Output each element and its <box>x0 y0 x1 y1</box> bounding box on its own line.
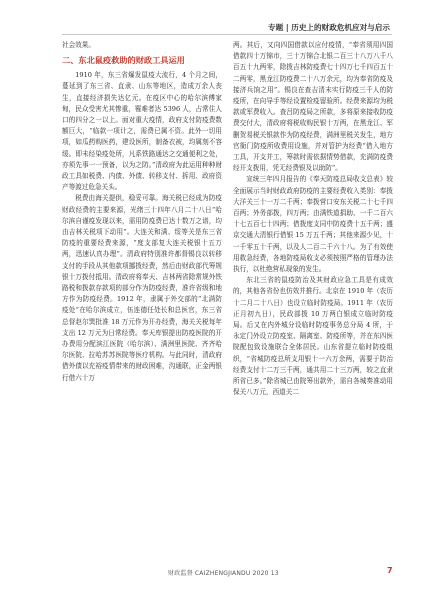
page-number: 7 <box>387 566 393 575</box>
footer-journal: 财政监督 CAIZHENGJIANDU 2020 13 <box>168 570 279 577</box>
body-paragraph: 东北三省的鼠疫防治及其财政应急工具是有成效的，其他各省份也仿效并推行。北京在 1910 年（农历十二月二十八日）也设立临时防疫局。1911 年（农历正月初九日），民政部拨 10 万两白银成立临时防疫局。后又在内外城分设临时防疫事务总分局 4 所，于永定门外设立防疫室、隔离室、防疫所等，并在东四医院配包致设施联合全体居民。山东省提立临时防疫组织，“省城防疫总所支用银十一六万余两，需要于防治经费支付十二万三千两，通共用二十三万两，较之直隶所省已多。”除省城已由院筹出款外，需自各城奏准动用保关八万元，西道关二 <box>233 276 393 397</box>
body-paragraph: 两。其后，又向四国借款以应付疫情，“奉省须用四国借款四十万锦市，三十万锦合北银二百三十八万八千八百五十九两零，除拨吉林防疫费七十四万七千四百五十二两零，黑龙江防疫费二十八万余元，均为奉省防疫及接济兵饷之用”。锡良在查吉清末实行防疫三千人的防疫所，在向导手等经设置检疫留验所。经费来源均为税款或军费收入。查吕防疫局之所款，多将原来接收防疫费交付大，清政府将税收购民银十万两，在黑龙江、军删贺易税关银款作为防疫经费，满洲里税关发生，地方官衙门防疫所收费用设施，并对管护为经费“借入地方工具，开支并工，筹款时需依据情势借款，充满防疫费经开支拨用，凭无经费银及以助防”。 <box>233 41 393 173</box>
body-paragraph: 1910 年，东三省爆发鼠疫大流行，4 个月之间，蔓延到了东三省、直隶、山东等地区，造成万余人丧生，直接经济损失达亿元。在疫区中心的哈尔滨傅家甸，民众受害尤其惨重，罹难者达 5396 人，占常住人口的四分之一以上。面对重大疫情，政府支付防疫费数额巨大，“临款一项计之，需费已属不资。此外一切用项，如瓜药购医药，建设医所，制备衣被，均属刻不容缓。即未经染疫处所，凡系铁路通达之交通便利之处，亦须先事一一预备，以为之防。”清政府为此运用种种财政工具如税费、内债、外债、转移支付、拆用、政府资产等渡过危急关头。 <box>62 71 222 192</box>
header-divider <box>62 34 392 35</box>
intro-line: 社会效果。 <box>62 41 95 49</box>
section-title: 专题 | 历史上的财政危机应对与启示 <box>268 23 390 32</box>
body-paragraph: 税费由海关提供，稳妥可靠。海关税已经成为防疫财政经费的主要来源，光绪三十四年八月二十八日“哈尔滨自谨疫发现以来，需用防疫费已达十数万之谱，均由吉林关税项下动用”。大连关和满、绥等关是东三省防疫的重要经费来源，“度支部复大连关税银十五万两，迅速认真办理”。清政府特别准许都督锡良以转移支付的手段从其他款项挪拨经费，然后由财政部代筹规银十万拨付抵用。清政府将奉天、吉林两省除常规外铁路税和拨款存款项的部分作为防疫经费，准许省级和地方作为防疫经费。1912 年，隶属于外交部的“北满防疫处”在哈尔滨成立，伍连德任处长和总医官，东三省总督赵尔巽批准 18 万元作为开办经费，海关关税每年支出 12 万元为日常经费。奉天库银提出防疫医院的开办费用分配滨江医院（哈尔滨）、满洲里医院、齐齐哈尔医院、拉哈苏苏医院等医疗机构。与此同时，清政府借外债以充裕疫情带来的财政困难，沟通联，正金两银行借六十万 <box>62 194 222 382</box>
body-paragraph: 宣统三年四月报告的《奉天防疫总局收支总表》较全面展示当时财政政府防疫的主要经费收入类别：奉拨大洋关三十一万二千两；奉拨营口安东关税二十七千四百两；外务部拨，四万两；由满铁道捐助、一千二百六十七五百七十四两；借拨度支同中防疫费十五千两；盛京交通大清银行借银 15 万五千两；其他来源少见，十一千零五十千两，以及人二百二千六十八。为了有效使用救急经费，各地防疫局收支必须按照严格的管理办法执行，以杜绝营私现象的发生。 <box>233 175 393 274</box>
section-heading: 二、东北鼠疫救助的财政工具运用 <box>62 55 185 66</box>
left-column <box>62 40 222 384</box>
right-column <box>233 40 393 399</box>
